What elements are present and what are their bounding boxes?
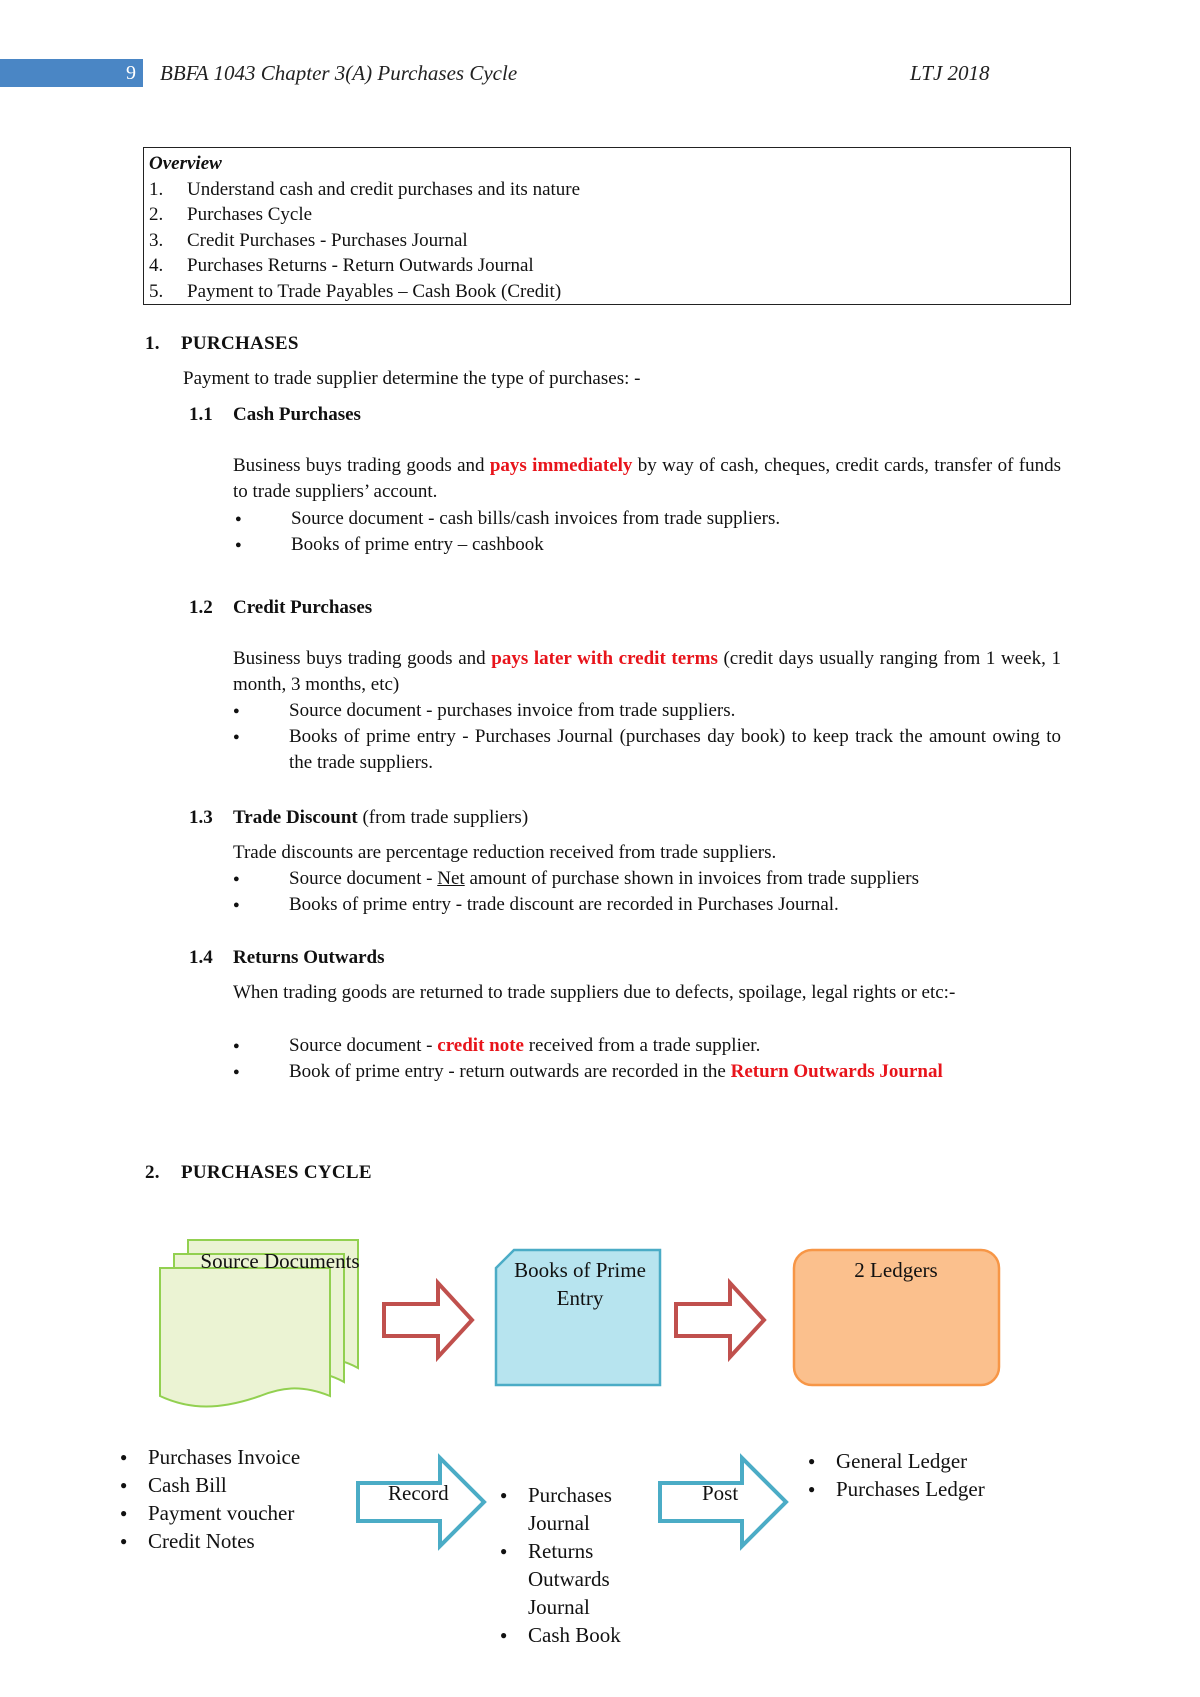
subsection-1-4-paragraph: When trading goods are returned to trade suppliers due to defects, spoilage, legal rights or etc:- (233, 982, 956, 1003)
list-item: ● Source document - cash bills/cash invoices from trade suppliers. (233, 506, 1063, 532)
list-item: ● Cash Book (498, 1621, 648, 1649)
list-item: ● Cash Bill (118, 1471, 348, 1499)
source-documents-label: Source Documents (200, 1249, 360, 1273)
list-item: ● Credit Notes (118, 1527, 348, 1555)
list-item: ● Books of prime entry - Purchases Journal (purchases day book) to keep track the amount owing to the trade suppliers. (231, 724, 1061, 776)
overview-item: 4. Purchases Returns - Return Outwards Journal (149, 255, 534, 276)
subsection-1-3-heading: 1.3 Trade Discount (from trade suppliers) (189, 807, 529, 828)
record-arrow-label: Record (388, 1481, 449, 1505)
page-number: 9 (126, 62, 136, 84)
source-documents-list (118, 1443, 348, 1555)
books-of-prime-entry-label: Books of Prime Entry (514, 1258, 646, 1310)
document-title: BBFA 1043 Chapter 3(A) Purchases Cycle (160, 61, 518, 85)
overview-box (143, 147, 1071, 305)
list-item: ● Purchases Invoice (118, 1443, 348, 1471)
list-item: ● Books of prime entry - trade discount are recorded in Purchases Journal. (231, 892, 1071, 918)
header-right: LTJ 2018 (910, 61, 990, 85)
list-item: ● Purchases Ledger (806, 1475, 1046, 1503)
subsection-1-1-paragraph: Business buys trading goods and pays immediately by way of cash, cheques, credit cards, transfer of funds to trade suppliers’ account. (233, 455, 1062, 502)
section-1-heading: 1. PURCHASES (145, 333, 299, 354)
section-2-heading: 2. PURCHASES CYCLE (145, 1162, 372, 1183)
subsection-1-2-heading: 1.2 Credit Purchases (189, 597, 373, 618)
subsection-1-2-bullets (231, 698, 1061, 776)
ledgers-list (806, 1447, 1046, 1503)
list-item: ● Returns Outwards Journal (498, 1537, 648, 1621)
subsection-1-1-bullets (233, 506, 1063, 558)
overview-title: Overview (149, 153, 222, 174)
subsection-1-3-bullets (231, 866, 1071, 918)
list-item: ● Source document - purchases invoice from trade suppliers. (231, 698, 1061, 724)
section-1-intro: Payment to trade supplier determine the type of purchases: - (183, 368, 641, 389)
list-item: ● Purchases Journal (498, 1481, 648, 1537)
ledgers-label: 2 Ledgers (854, 1258, 938, 1282)
books-of-prime-entry-list (498, 1481, 648, 1649)
subsection-1-3-paragraph: Trade discounts are percentage reduction received from trade suppliers. (233, 842, 777, 863)
post-arrow-label: Post (702, 1481, 739, 1505)
list-item: ● Source document - credit note received from a trade supplier. (231, 1033, 1081, 1059)
overview-item: 3. Credit Purchases - Purchases Journal (149, 229, 468, 251)
list-item: ● General Ledger (806, 1447, 1046, 1475)
subsection-1-4-bullets (231, 1033, 1081, 1085)
subsection-1-2-paragraph: Business buys trading goods and pays later with credit terms (credit days usually ranging from 1 week, 1 month, 3 months, etc) (233, 648, 1062, 695)
overview-item: 1. Understand cash and credit purchases and its nature (149, 178, 581, 200)
list-item: ● Book of prime entry - return outwards are recorded in the Return Outwards Journal (231, 1059, 1081, 1085)
list-item: ● Payment voucher (118, 1499, 348, 1527)
arrow-right-icon (676, 1283, 764, 1357)
subsection-1-4-heading: 1.4 Returns Outwards (189, 947, 385, 968)
subsection-1-1-heading: 1.1 Cash Purchases (189, 404, 361, 425)
list-item: ● Books of prime entry – cashbook (233, 532, 1063, 558)
overview-item: 5. Payment to Trade Payables – Cash Book (Credit) (149, 280, 562, 302)
list-item: ● Source document - Net amount of purchase shown in invoices from trade suppliers (231, 866, 1071, 892)
overview-item: 2. Purchases Cycle (149, 204, 313, 225)
arrow-right-icon (384, 1283, 472, 1357)
